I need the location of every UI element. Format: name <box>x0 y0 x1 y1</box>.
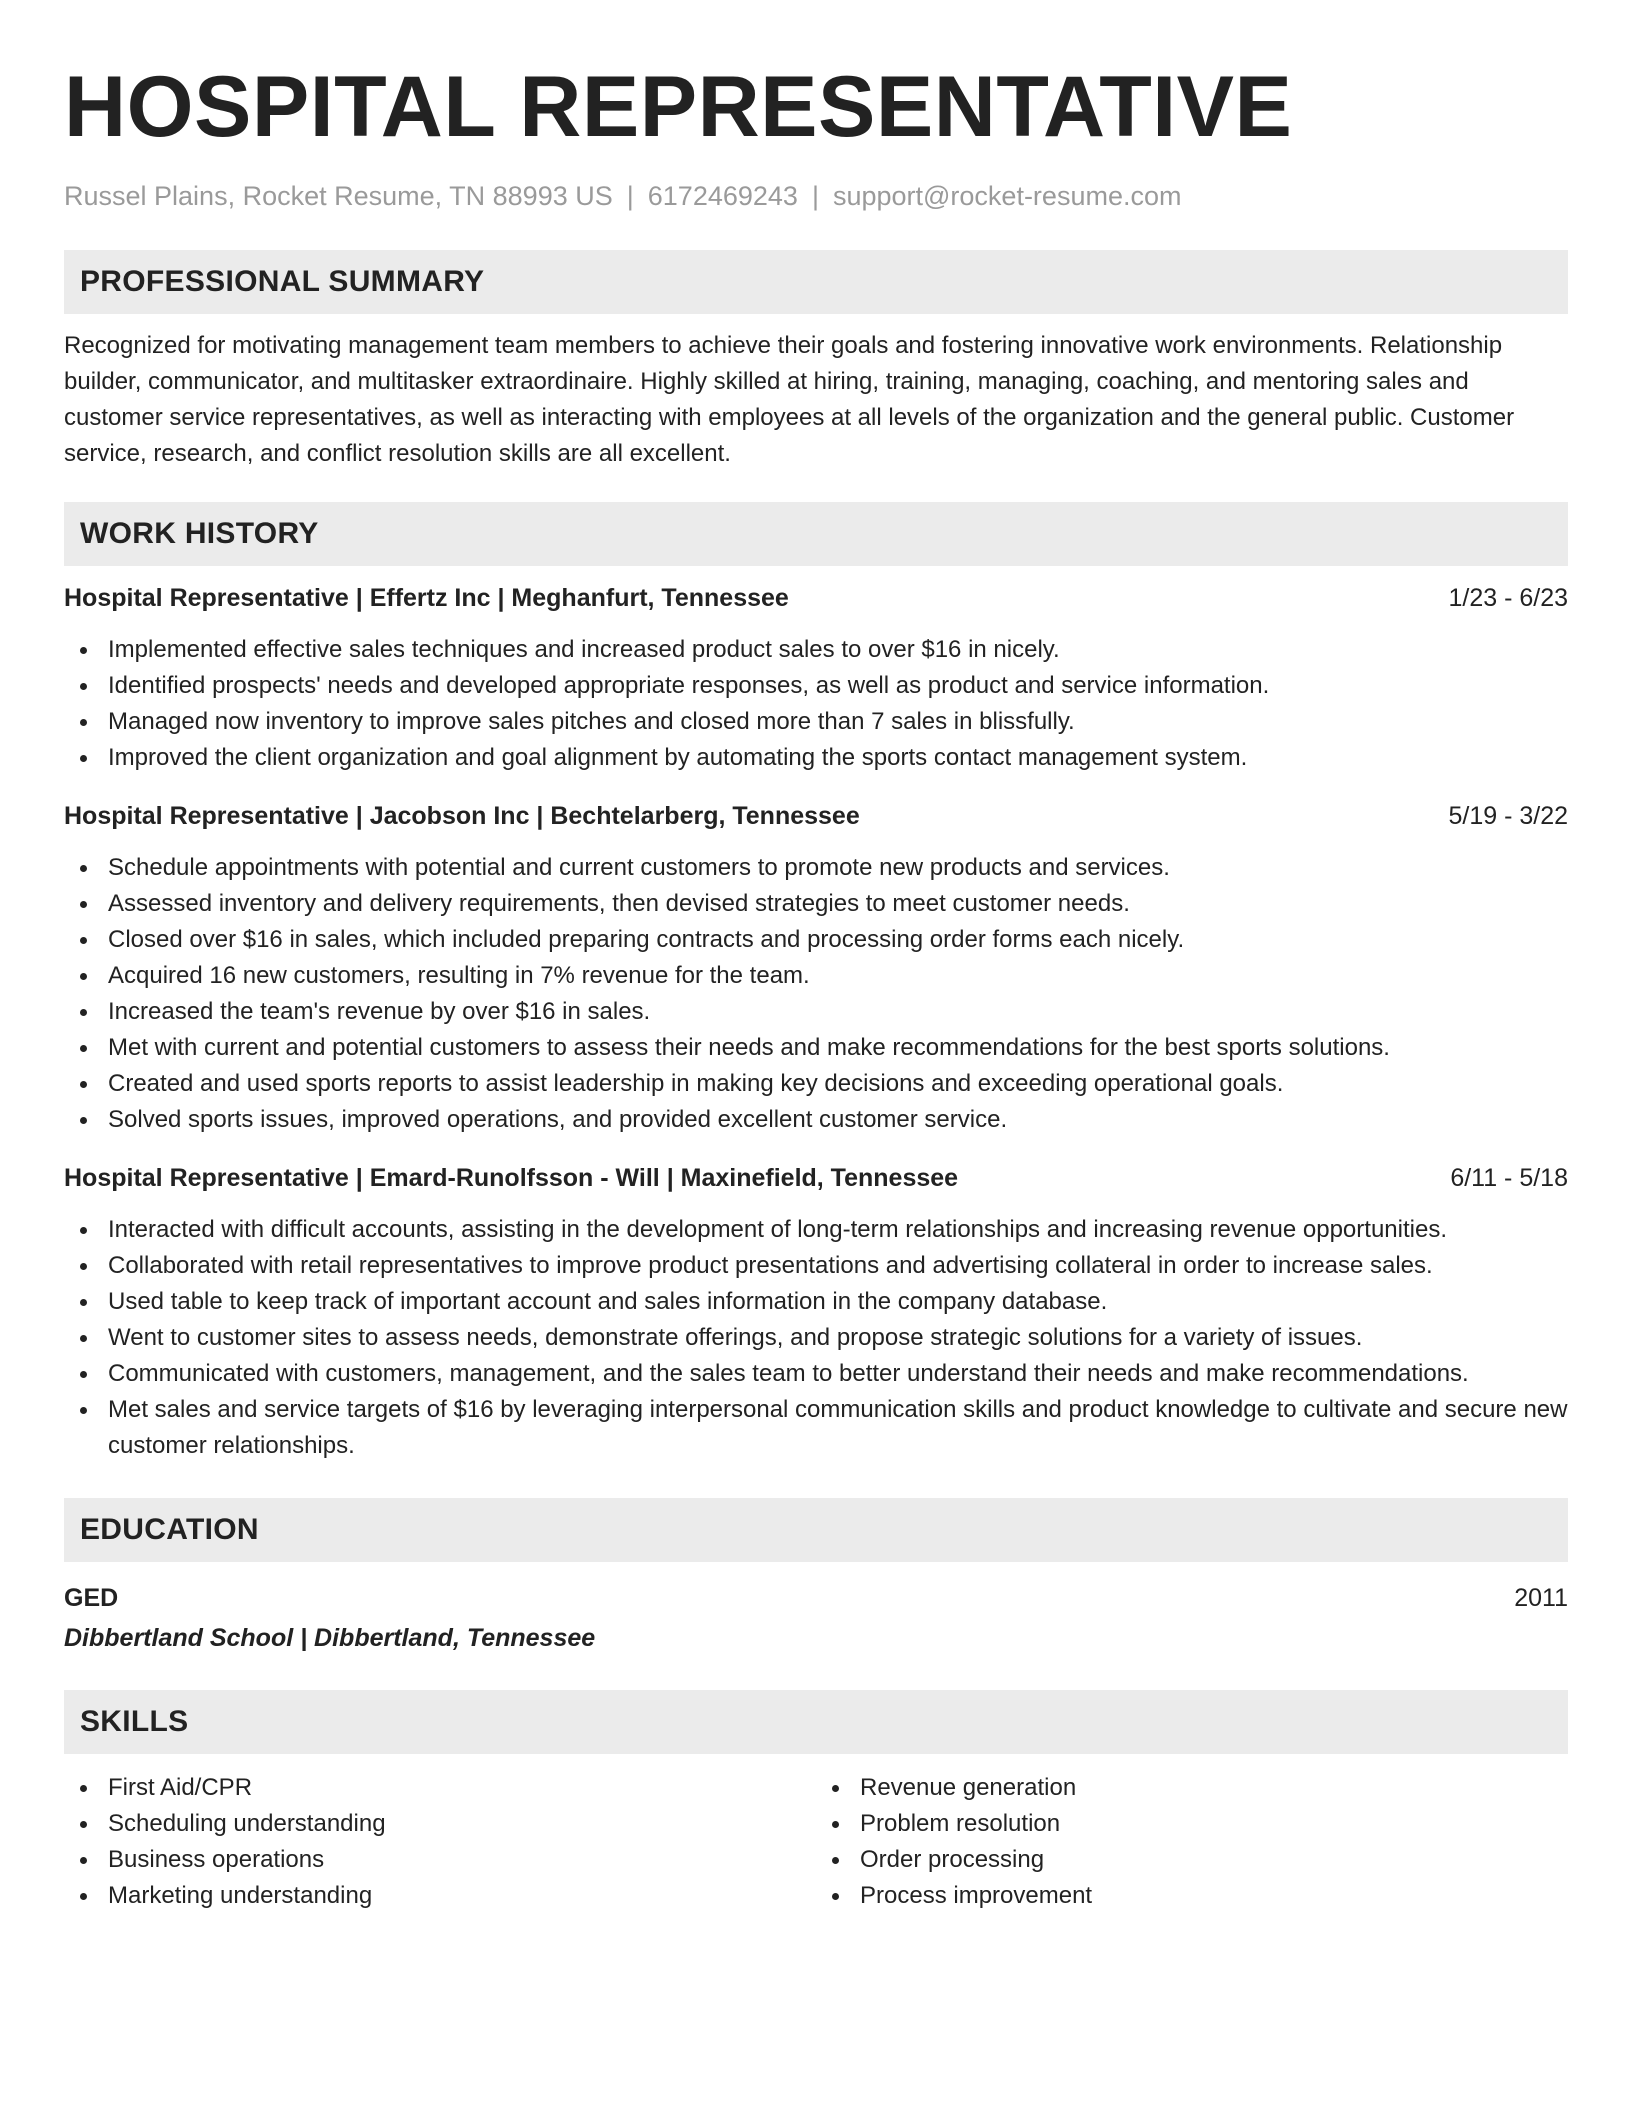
list-item: Met sales and service targets of $16 by leveraging interpersonal communication skills and product knowledge to cultivate and secure new customer relationships. <box>64 1392 1568 1464</box>
skills-column-left <box>64 1770 816 1914</box>
list-item: Went to customer sites to assess needs, demonstrate offerings, and propose strategic solutions for a variety of issues. <box>64 1320 1568 1356</box>
section-header-education: EDUCATION <box>64 1498 1568 1562</box>
job-header <box>64 1160 1568 1196</box>
list-item: Business operations <box>64 1842 816 1878</box>
address: Russel Plains, Rocket Resume, TN 88993 US <box>64 181 613 211</box>
job-dates: 1/23 - 6/23 <box>1448 584 1568 613</box>
section-header-summary: PROFESSIONAL SUMMARY <box>64 250 1568 314</box>
skills-list <box>64 1770 1568 1914</box>
list-item: Scheduling understanding <box>64 1806 816 1842</box>
page-title: HOSPITAL REPRESENTATIVE <box>64 59 1293 155</box>
job-header <box>64 798 1568 834</box>
list-item: Process improvement <box>816 1878 1568 1914</box>
job-entry <box>64 1160 1568 1464</box>
list-item: Used table to keep track of important account and sales information in the company database. <box>64 1284 1568 1320</box>
list-item: Identified prospects' needs and developed appropriate responses, as well as product and service information. <box>64 668 1568 704</box>
education-entry <box>64 1580 1568 1656</box>
list-item: Order processing <box>816 1842 1568 1878</box>
job-header <box>64 580 1568 616</box>
job-bullets <box>64 632 1568 776</box>
job-entry <box>64 580 1568 776</box>
job-bullets <box>64 850 1568 1138</box>
list-item: First Aid/CPR <box>64 1770 816 1806</box>
contact-line <box>64 180 1568 212</box>
degree: GED <box>64 1584 119 1613</box>
job-bullets <box>64 1212 1568 1464</box>
list-item: Collaborated with retail representatives to improve product presentations and advertising collateral in order to increase sales. <box>64 1248 1568 1284</box>
summary-text: Recognized for motivating management team members to achieve their goals and fostering innovative work environments. Relationship builder, communicator, and multitasker extraordinaire. Highly skilled at hiring, training, managing, coaching, and mentoring sales and customer service representatives, as well as interacting with employees at all levels of the organization and the general public. Customer service, research, and conflict resolution skills are all excellent. <box>64 332 1515 468</box>
list-item: Marketing understanding <box>64 1878 816 1914</box>
list-item: Communicated with customers, management, and the sales team to better understand their needs and make recommendations. <box>64 1356 1568 1392</box>
list-item: Created and used sports reports to assist leadership in making key decisions and exceeding operational goals. <box>64 1066 1568 1102</box>
separator: | <box>811 181 819 211</box>
list-item: Closed over $16 in sales, which included preparing contracts and processing order forms each nicely. <box>64 922 1568 958</box>
section-header-work-history: WORK HISTORY <box>64 502 1568 566</box>
job-title: Hospital Representative | Emard-Runolfsson - Will | Maxinefield, Tennessee <box>64 1164 959 1193</box>
list-item: Solved sports issues, improved operations, and provided excellent customer service. <box>64 1102 1568 1138</box>
phone: 6172469243 <box>647 181 798 211</box>
list-item: Improved the client organization and goal alignment by automating the sports contact management system. <box>64 740 1568 776</box>
list-item: Assessed inventory and delivery requirements, then devised strategies to meet customer needs. <box>64 886 1568 922</box>
education-header <box>64 1580 1568 1616</box>
list-item: Managed now inventory to improve sales pitches and closed more than 7 sales in blissfully. <box>64 704 1568 740</box>
list-item: Problem resolution <box>816 1806 1568 1842</box>
list-item: Acquired 16 new customers, resulting in 7% revenue for the team. <box>64 958 1568 994</box>
list-item: Increased the team's revenue by over $16 in sales. <box>64 994 1568 1030</box>
email: support@rocket-resume.com <box>832 181 1182 211</box>
job-title: Hospital Representative | Jacobson Inc | Bechtelarberg, Tennessee <box>64 802 860 831</box>
list-item: Met with current and potential customers to assess their needs and make recommendations for the best sports solutions. <box>64 1030 1568 1066</box>
list-item: Revenue generation <box>816 1770 1568 1806</box>
job-dates: 6/11 - 5/18 <box>1450 1164 1568 1193</box>
list-item: Schedule appointments with potential and current customers to promote new products and services. <box>64 850 1568 886</box>
section-header-skills: SKILLS <box>64 1690 1568 1754</box>
graduation-year: 2011 <box>1514 1584 1568 1613</box>
separator: | <box>626 181 634 211</box>
job-title: Hospital Representative | Effertz Inc | Meghanfurt, Tennessee <box>64 584 789 613</box>
list-item: Interacted with difficult accounts, assisting in the development of long-term relationships and increasing revenue opportunities. <box>64 1212 1568 1248</box>
job-dates: 5/19 - 3/22 <box>1448 802 1568 831</box>
job-entry <box>64 798 1568 1138</box>
school: Dibbertland School | Dibbertland, Tennessee <box>64 1624 596 1653</box>
skills-column-right <box>816 1770 1568 1914</box>
list-item: Implemented effective sales techniques and increased product sales to over $16 in nicely. <box>64 632 1568 668</box>
